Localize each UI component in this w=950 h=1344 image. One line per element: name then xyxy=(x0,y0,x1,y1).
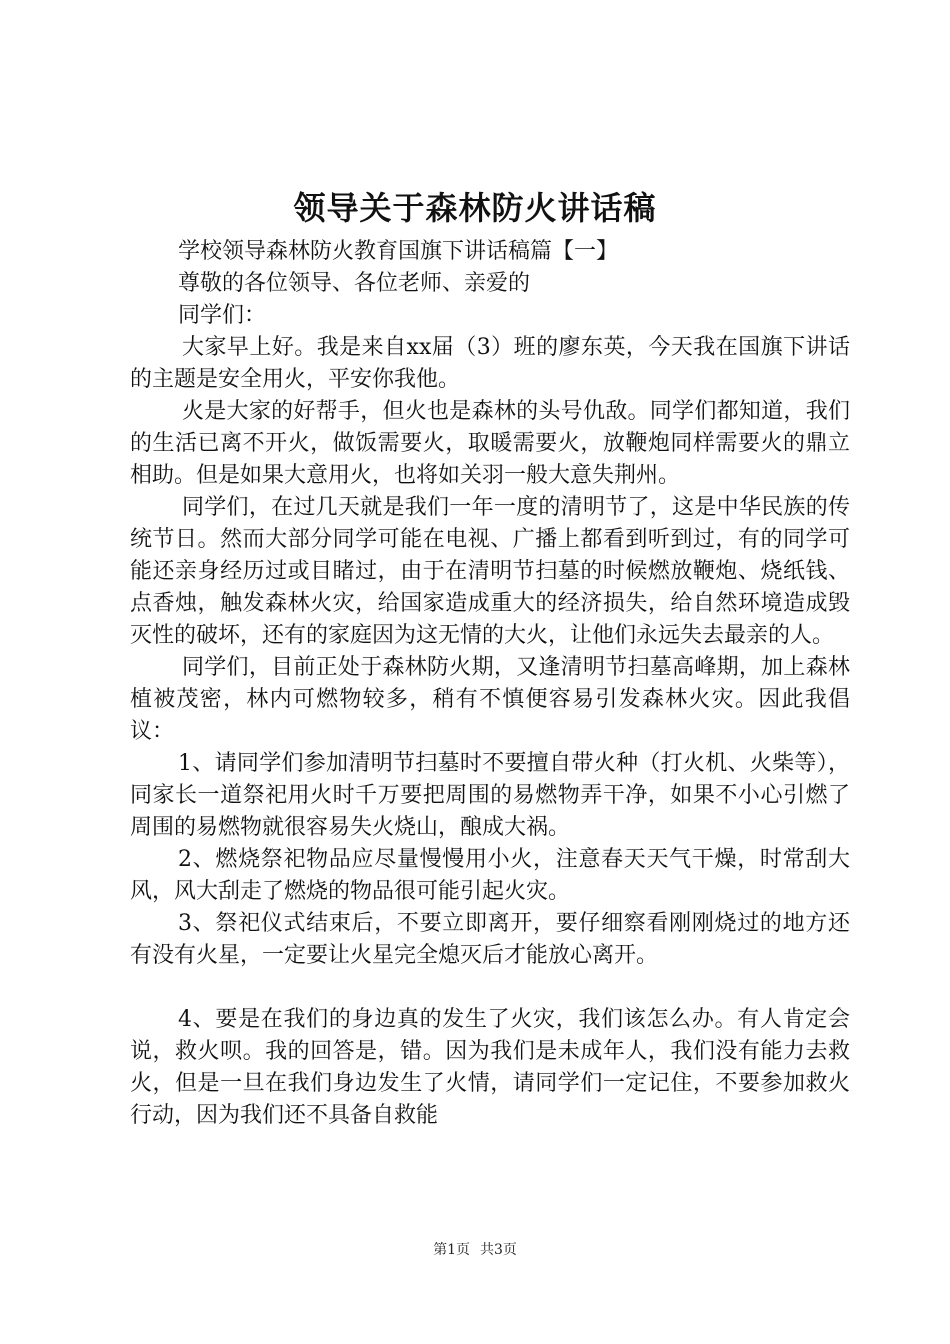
list-item-2: 2、燃烧祭祀物品应尽量慢慢用小火，注意春天天气干燥，时常刮大风，风大刮走了燃烧的物品很可能引起火灾。 xyxy=(130,847,850,904)
paragraph-greeting: 大家早上好。我是来自xx届（3）班的廖东英，今天我在国旗下讲话的主题是安全用火，平安你我他。 xyxy=(130,335,850,392)
list-item-3: 3、祭祀仪式结束后，不要立即离开，要仔细察看刚刚烧过的地方还有没有火星，一定要让火星完全熄灭后才能放心离开。 xyxy=(130,911,850,968)
document-body xyxy=(130,236,850,1132)
paragraph-spacer xyxy=(130,972,850,1004)
list-item-4: 4、要是在我们的身边真的发生了火灾，我们该怎么办。有人肯定会说，救火呗。我的回答是，错。因为我们是未成年人，我们没有能力去救火，但是一旦在我们身边发生了火情，请同学们一定记住，不要参加救火行动，因为我们还不具备自救能 xyxy=(130,1007,850,1128)
page-total: 共3页 xyxy=(480,1242,517,1258)
paragraph-proposal: 同学们，目前正处于森林防火期，又逢清明节扫墓高峰期，加上森林植被茂密，林内可燃物较多，稍有不慎便容易引发森林火灾。因此我倡议： xyxy=(130,655,850,744)
paragraph-fire-helper: 火是大家的好帮手，但火也是森林的头号仇敌。同学们都知道，我们的生活已离不开火，做饭需要火，取暖需要火，放鞭炮同样需要火的鼎立相助。但是如果大意用火，也将如关羽一般大意失荆州。 xyxy=(130,399,850,488)
salutation-line-2: 同学们： xyxy=(178,303,267,328)
page-number: 第1页 xyxy=(433,1242,470,1258)
section-heading: 学校领导森林防火教育国旗下讲话稿篇【一】 xyxy=(178,239,619,264)
document-title: 领导关于森林防火讲话稿 xyxy=(293,189,657,227)
list-item-1: 1、请同学们参加清明节扫墓时不要擅自带火种（打火机、火柴等），同家长一道祭祀用火时千万要把周围的易燃物弄干净，如果不小心引燃了周围的易燃物就很容易失火烧山，酿成大祸。 xyxy=(130,751,850,840)
salutation-line-1: 尊敬的各位领导、各位老师、亲爱的 xyxy=(178,271,531,296)
paragraph-qingming: 同学们，在过几天就是我们一年一度的清明节了，这是中华民族的传统节日。然而大部分同学可能在电视、广播上都看到听到过，有的同学可能还亲身经历过或目睹过，由于在清明节扫墓的时候燃放鞭炮、烧纸钱、点香烛，触发森林火灾，给国家造成重大的经济损失，给自然环境造成毁灭性的破坏，还有的家庭因为这无情的大火，让他们永远失去最亲的人。 xyxy=(130,495,850,648)
page-footer xyxy=(0,1240,950,1260)
